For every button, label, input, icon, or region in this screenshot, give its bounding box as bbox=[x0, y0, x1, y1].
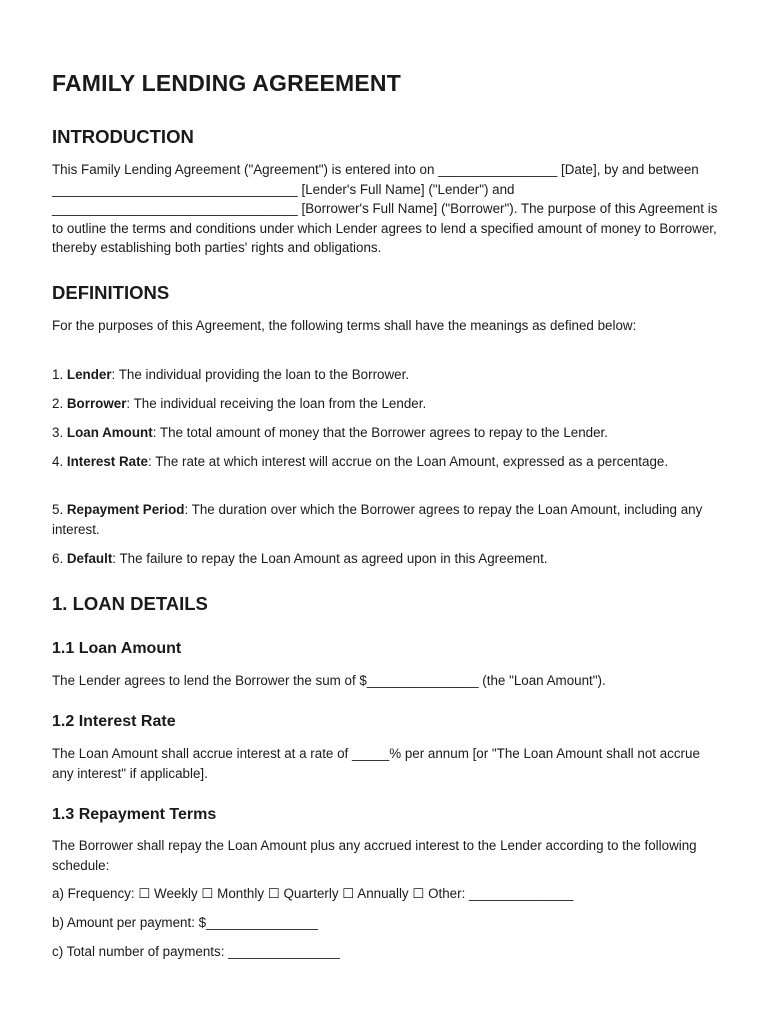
definition-item: 2. Borrower: The individual receiving the loan from the Lender. bbox=[52, 396, 427, 411]
definitions-heading: DEFINITIONS bbox=[52, 282, 170, 303]
definition-term: Interest Rate bbox=[66, 454, 149, 469]
frequency-line: a) Frequency: ☐ Weekly ☐ Monthly ☐ Quarterly ☐ Annually ☐ Other: ______________ bbox=[52, 886, 574, 901]
interest-rate-heading: 1.2 Interest Rate bbox=[52, 713, 176, 730]
definition-term: Loan Amount bbox=[66, 425, 153, 440]
loan-amount-heading: 1.1 Loan Amount bbox=[52, 640, 182, 657]
loan-amount-body: The Lender agrees to lend the Borrower the sum of $_______________ (the "Loan Amount"). bbox=[52, 673, 606, 688]
amount-per-payment-line: b) Amount per payment: $_______________ bbox=[52, 915, 318, 930]
definition-item: 6. Default: The failure to repay the Loan Amount as agreed upon in this Agreement. bbox=[52, 551, 548, 566]
definitions-intro: For the purposes of this Agreement, the following terms shall have the meanings as defined below: bbox=[52, 318, 637, 333]
loan-details-heading: 1. LOAN DETAILS bbox=[52, 593, 208, 614]
definition-term: Default bbox=[66, 551, 113, 566]
definition-item: 3. Loan Amount: The total amount of money that the Borrower agrees to repay to the Lender. bbox=[52, 425, 608, 440]
definition-term: Repayment Period bbox=[66, 502, 185, 517]
introduction-body: This Family Lending Agreement ("Agreement") is entered into on ________________ [Date], by and between _________________________________ [Lender's Full Name] ("Lender") and _________________________________ [Borrower's Full Name] ("Borrower"). The purpose of this Agreement is to outline the terms and conditions under which Lender agrees to lend a specified amount of money to Borrower, thereby establishing both parties' rights and obligations. bbox=[52, 162, 718, 256]
definition-term: Lender bbox=[66, 367, 112, 382]
repayment-terms-heading: 1.3 Repayment Terms bbox=[52, 806, 217, 823]
definition-item: 1. Lender: The individual providing the loan to the Borrower. bbox=[52, 367, 410, 382]
interest-rate-body: The Loan Amount shall accrue interest at a rate of _____% per annum [or "The Loan Amount shall not accrue any interest" if applicable]. bbox=[52, 746, 700, 781]
introduction-heading: INTRODUCTION bbox=[52, 126, 194, 147]
total-payments-line: c) Total number of payments: _______________ bbox=[52, 944, 340, 959]
definition-item: 4. Interest Rate: The rate at which interest will accrue on the Loan Amount, expressed as a percentage. bbox=[52, 454, 669, 469]
repayment-terms-body: The Borrower shall repay the Loan Amount plus any accrued interest to the Lender according to the following schedule: bbox=[52, 838, 697, 873]
definition-item: 5. Repayment Period: The duration over which the Borrower agrees to repay the Loan Amount, including any interest. bbox=[52, 502, 703, 537]
definition-term: Borrower bbox=[66, 396, 127, 411]
document-title: FAMILY LENDING AGREEMENT bbox=[52, 70, 401, 96]
